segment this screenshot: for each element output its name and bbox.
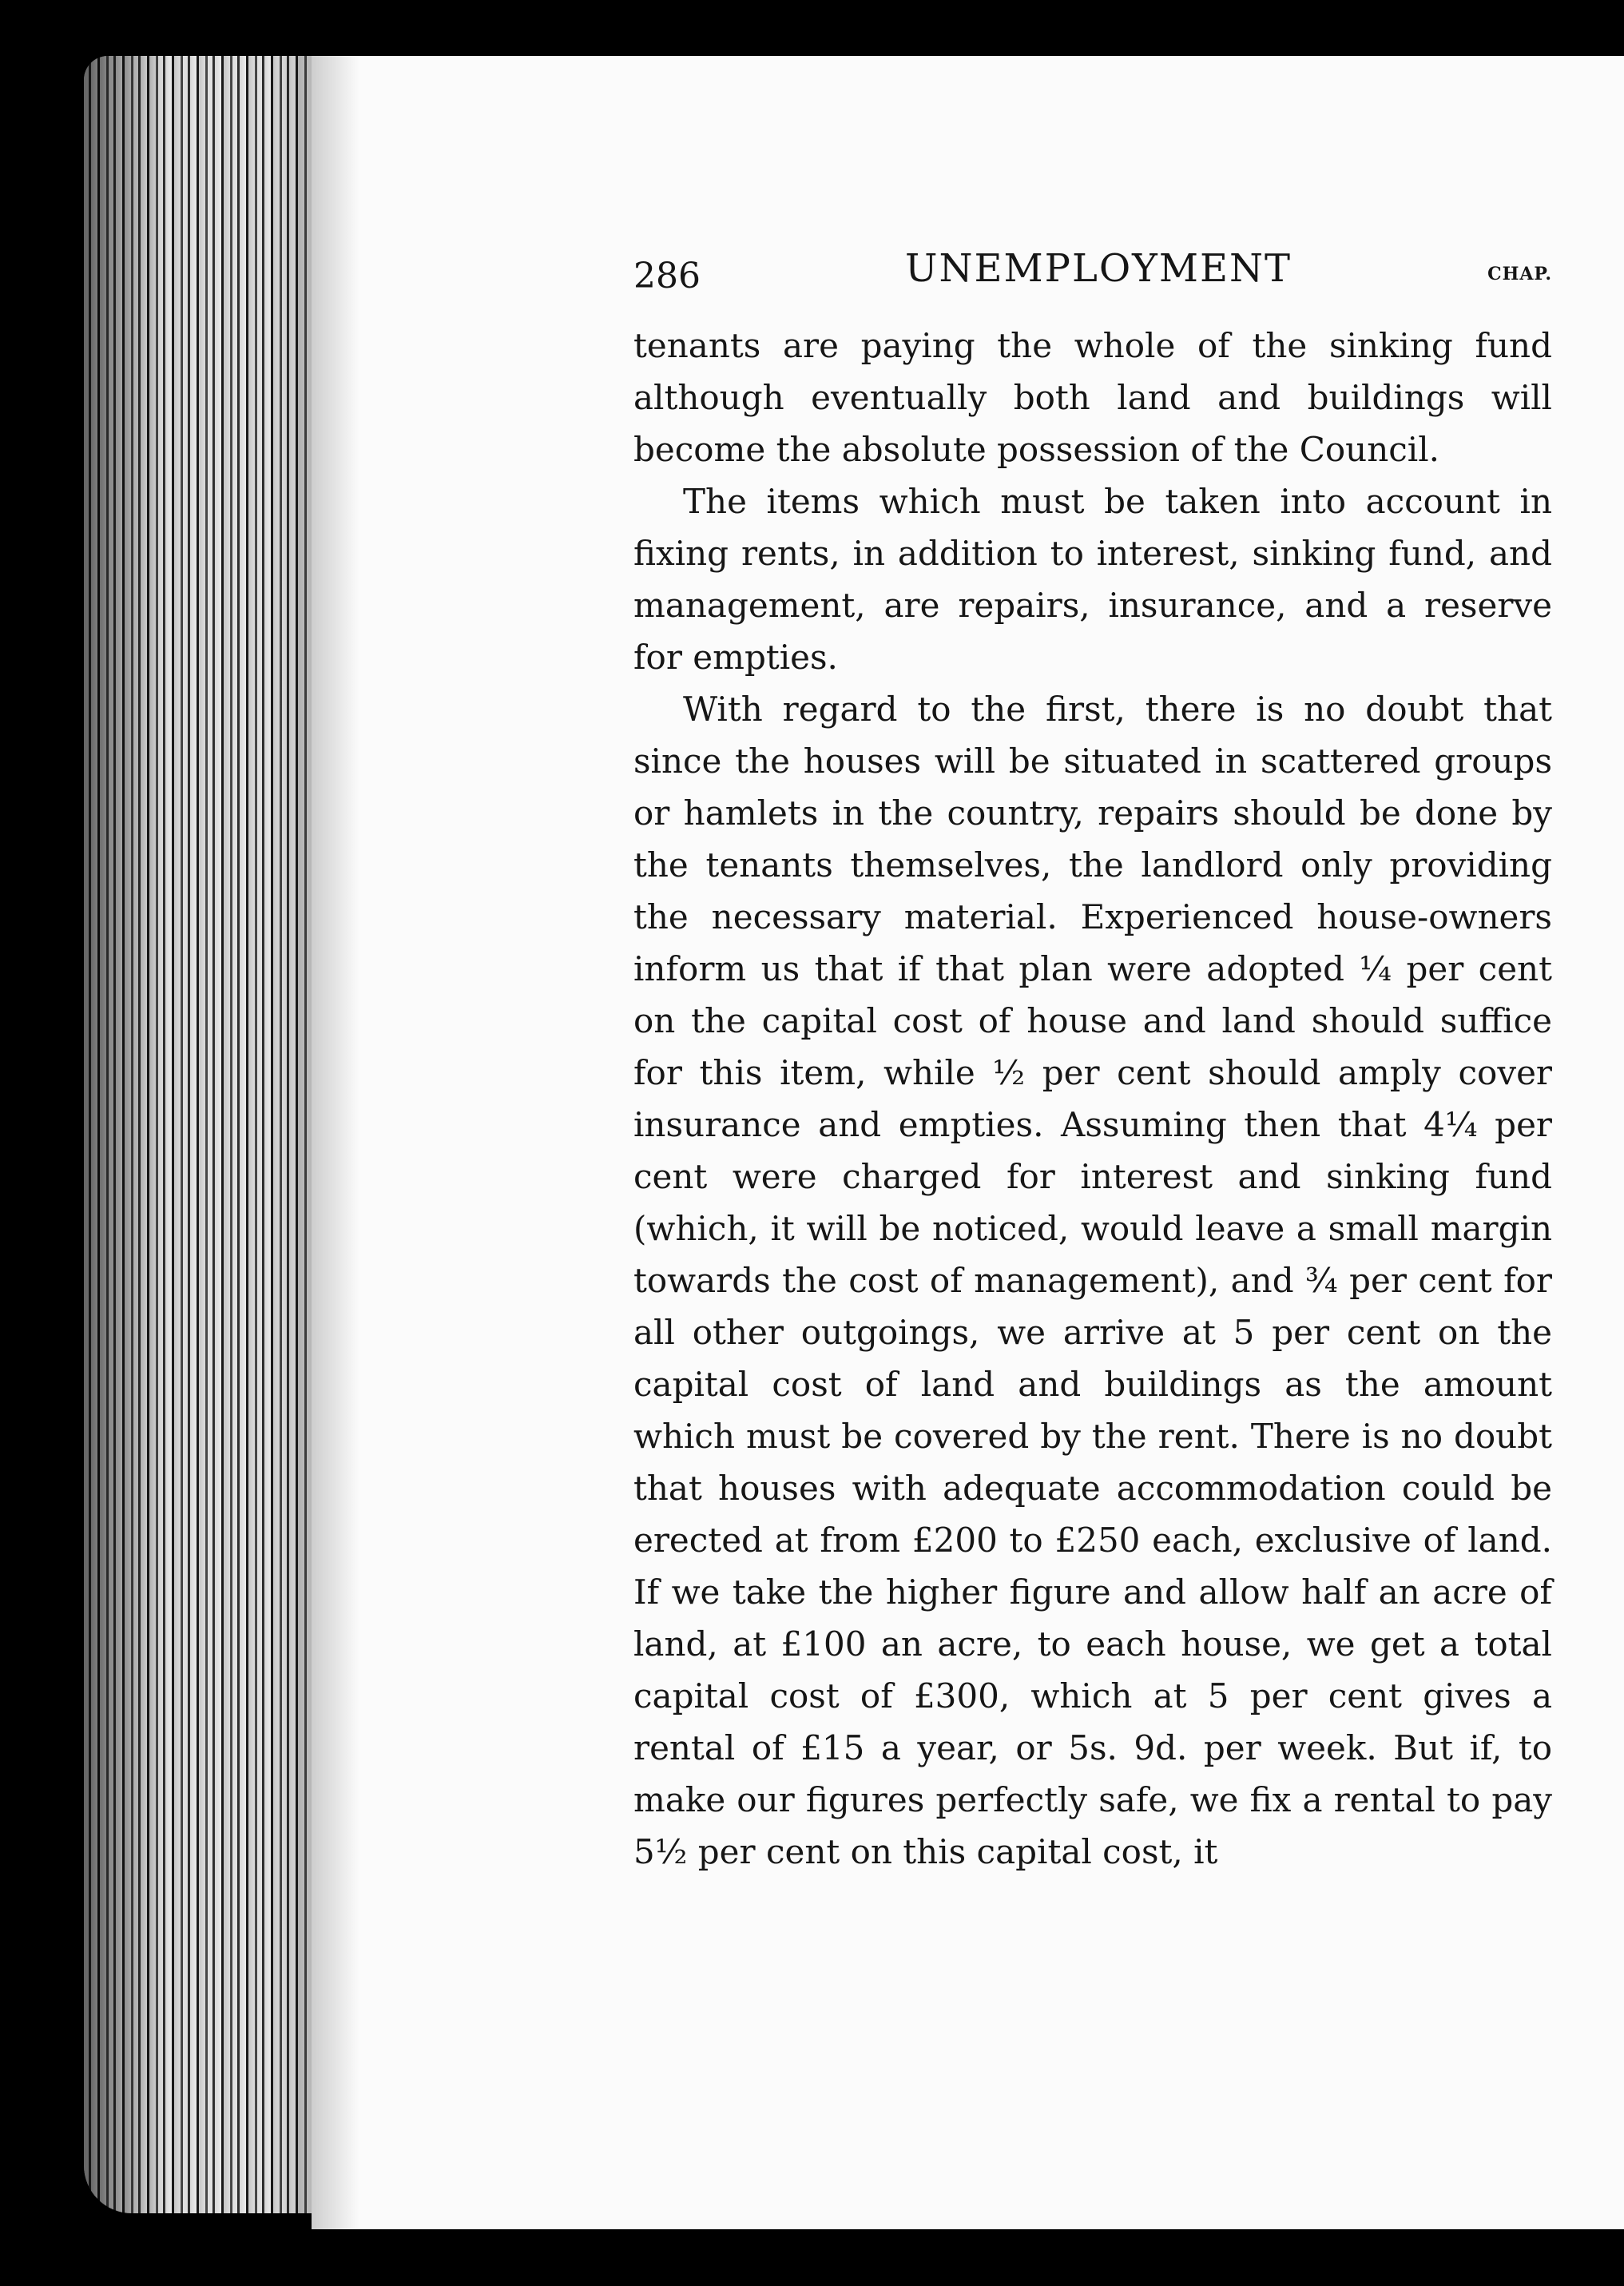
paragraph-repairs: With regard to the first, there is no doubt that since the houses will be situated in scattered groups or hamlets in the country, repairs should be done by the tenants themselves, the landlord only providing the necessary material. Experienced house-owners inform us that if that plan were adopted ¼ per cent on the capital cost of house and land should suffice for this item, while ½ per cent should amply cover insurance and empties. Assuming then that 4¼ per cent were charged for interest and sinking fund (which, it will be noticed, would leave a small margin towards the cost of management), and ¾ per cent for all other outgoings, we arrive at 5 per cent on the capital cost of land and buildings as the amount which must be covered by the rent. There is no doubt that houses with adequate accommodation could be erected at from £200 to £250 each, exclusive of land. If we take the higher figure and allow half an acre of land, at £100 an acre, to each house, we get a total capital cost of £300, which at 5 per cent gives a rental of £15 a year, or 5s. 9d. per week. But if, to make our figures perfectly safe, we fix a rental to pay 5½ per cent on this capital cost, it [633,690,1552,1871]
paragraph-continued: tenants are paying the whole of the sinking fund although eventually both land and buildings will become the absolute possession of the Council. [633,326,1552,469]
paragraph-rent-items: The items which must be taken into account in fixing rents, in addition to interest, sinking fund, and management, are repairs, insurance, and a reserve for empties. [633,482,1552,677]
chapter-mark: CHAP. [1487,264,1552,284]
page-edges [84,56,324,2213]
running-title: UNEMPLOYMENT [905,246,1292,291]
page-number: 286 [633,256,701,296]
text-block [633,240,1552,1878]
running-head [633,240,1552,320]
